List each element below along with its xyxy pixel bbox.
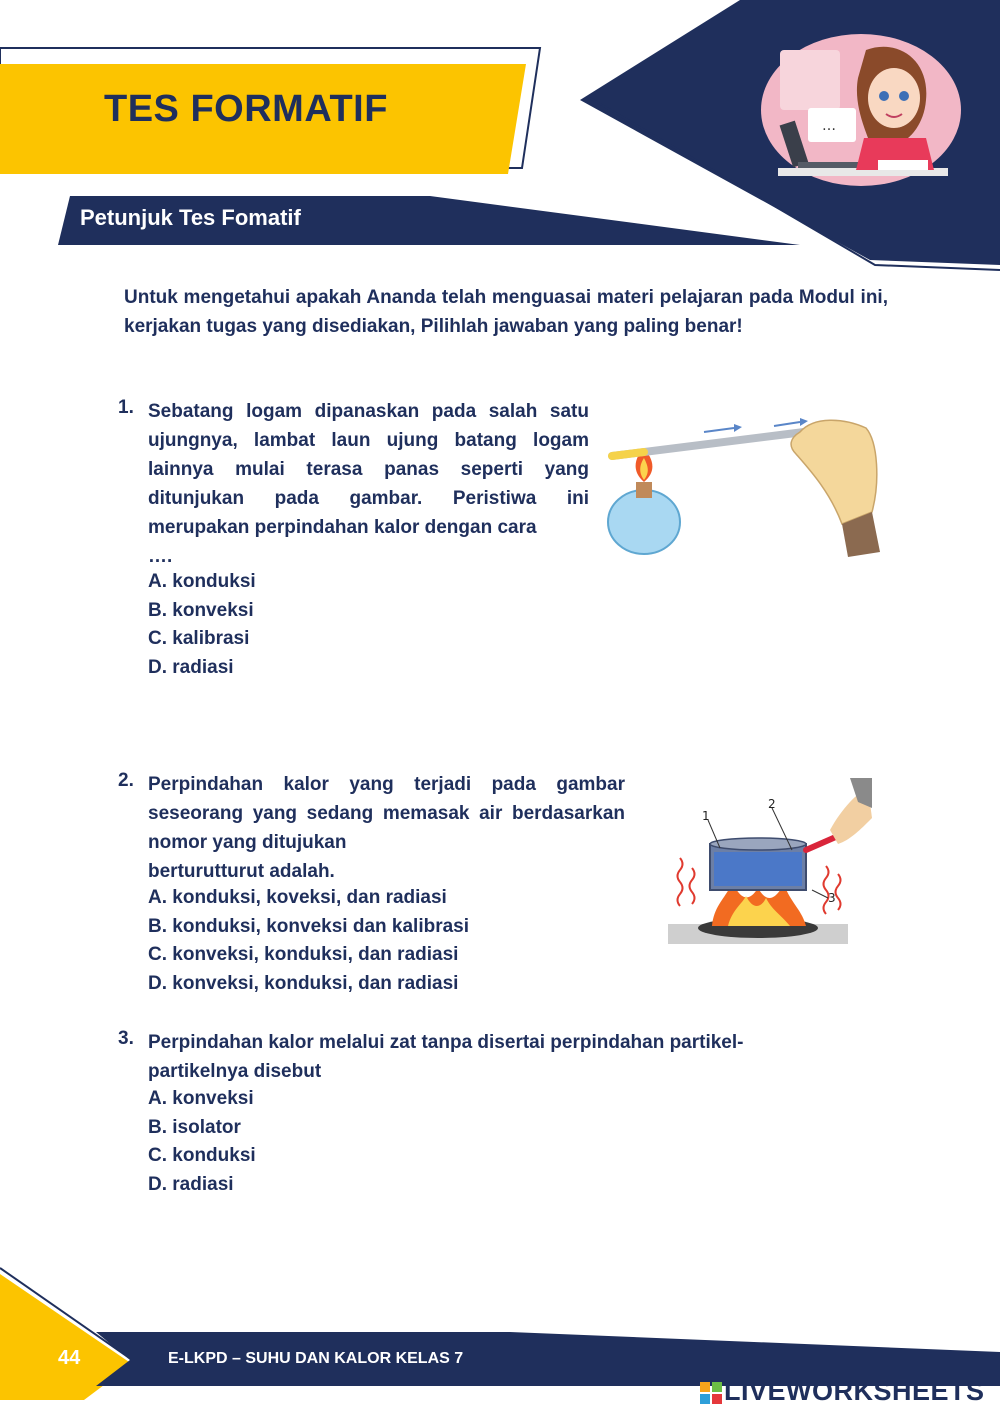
footer-title: E-LKPD – SUHU DAN KALOR KELAS 7 (168, 1350, 464, 1367)
question-1-options (148, 568, 256, 683)
page-number: 44 (58, 1347, 81, 1369)
student-illustration (758, 30, 964, 190)
figure-label-1: 1 (702, 809, 710, 823)
figure-label-2: 2 (768, 797, 776, 811)
question-3-options (148, 1085, 256, 1200)
option-2c[interactable]: C. konveksi, konduksi, dan radiasi (148, 944, 459, 966)
option-2a[interactable]: A. konduksi, koveksi, dan radiasi (148, 887, 447, 908)
liveworksheets-logo-icon (700, 1382, 722, 1404)
option-1c[interactable]: C. kalibrasi (148, 628, 250, 650)
question-2-number: 2. (118, 770, 134, 791)
question-1-text (148, 397, 589, 571)
question-3-end: partikelnya disebut (148, 1061, 322, 1082)
cooking-pot-figure (662, 778, 872, 948)
option-3d[interactable]: D. radiasi (148, 1174, 234, 1196)
option-1d[interactable]: D. radiasi (148, 657, 234, 679)
heated-rod-figure (604, 412, 884, 557)
option-3c[interactable]: C. konduksi (148, 1145, 256, 1167)
question-2-end: berturutturut adalah. (148, 861, 335, 882)
question-2-text (148, 770, 625, 886)
brand-name: LIVEWORKSHEETS (724, 1376, 985, 1406)
instructions-text: Untuk mengetahui apakah Ananda telah menguasai materi pelajaran pada Modul ini, kerjakan tugas yang disediakan, Pilihlah jawaban yang paling benar! (124, 287, 888, 337)
liveworksheets-brand[interactable] (700, 1376, 985, 1407)
option-1b[interactable]: B. konveksi (148, 599, 254, 621)
question-3-text (148, 1028, 888, 1086)
question-2-body: Perpindahan kalor yang terjadi pada gambar seseorang yang sedang memasak air berdasarkan nomor yang ditujukan (148, 774, 625, 853)
question-1-body: Sebatang logam dipanaskan pada salah satu ujungnya, lambat laun ujung batang logam lainnya mulai terasa panas seperti yang ditunjukan pada gambar. Peristiwa ini merupakan perpindahan kalor dengan cara (148, 401, 589, 538)
question-2-options (148, 884, 469, 999)
section-subtitle: Petunjuk Tes Fomatif (80, 205, 301, 230)
question-1-end: …. (148, 546, 173, 567)
option-3b[interactable]: B. isolator (148, 1116, 241, 1138)
svg-text:…: … (822, 118, 836, 134)
option-2d[interactable]: D. konveksi, konduksi, dan radiasi (148, 973, 459, 995)
question-3-body: Perpindahan kalor melalui zat tanpa disertai perpindahan partikel- (148, 1032, 744, 1053)
question-3-number: 3. (118, 1028, 134, 1049)
question-1-number: 1. (118, 397, 134, 418)
option-1a[interactable]: A. konduksi (148, 571, 256, 592)
figure-label-3: 3 (828, 891, 836, 905)
option-2b[interactable]: B. konduksi, konveksi dan kalibrasi (148, 915, 470, 937)
option-3a[interactable]: A. konveksi (148, 1088, 254, 1109)
page-title: TES FORMATIF (104, 88, 388, 130)
